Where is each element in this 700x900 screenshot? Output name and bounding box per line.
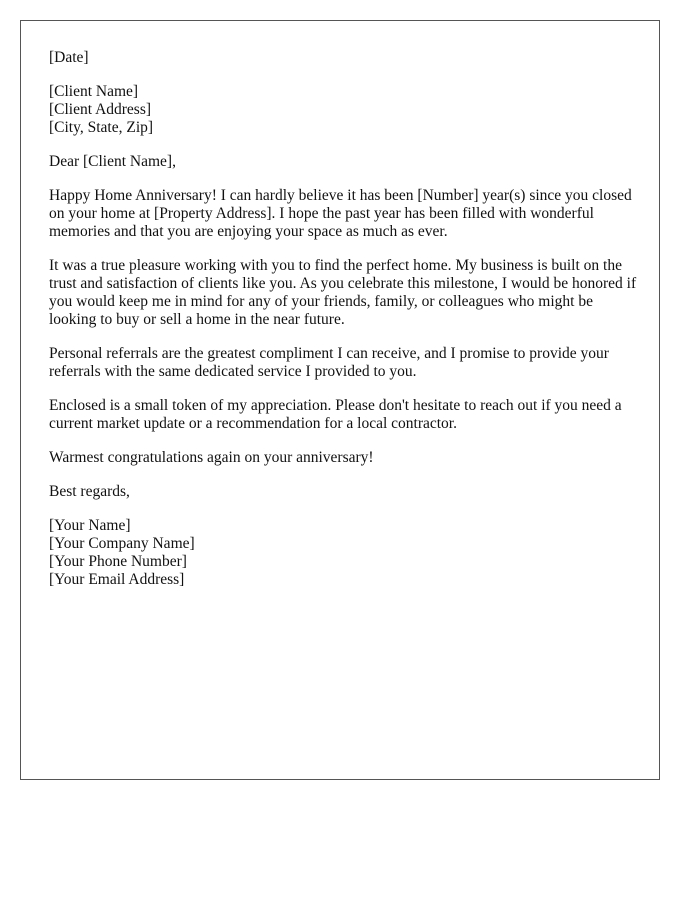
paragraph-referral-promise: Personal referrals are the greatest compliment I can receive, and I promise to provide your referrals with the same dedicated service I provided to you. <box>49 345 609 380</box>
signature-phone: [Your Phone Number] <box>49 553 187 570</box>
letter-page <box>20 20 660 780</box>
recipient-name: [Client Name] <box>49 83 139 100</box>
signature-block <box>49 517 639 589</box>
letter-body <box>49 49 639 605</box>
signature-email: [Your Email Address] <box>49 571 185 588</box>
salutation <box>49 153 639 171</box>
signature-company: [Your Company Name] <box>49 535 195 552</box>
paragraph-anniversary: Happy Home Anniversary! I can hardly believe it has been [Number] year(s) since you closed on your home at [Property Address]. I hope the past year has been filled with wonderful memories and that you are enjoying your space as much as ever. <box>49 187 632 240</box>
recipient-address-block <box>49 83 639 137</box>
recipient-city-state-zip: [City, State, Zip] <box>49 119 154 136</box>
date-line <box>49 49 639 67</box>
letter-date: [Date] <box>49 49 89 66</box>
closing-text: Best regards, <box>49 483 130 500</box>
paragraph-enclosure: Enclosed is a small token of my appreciation. Please don't hesitate to reach out if you need a current market update or a recommendation for a local contractor. <box>49 397 622 432</box>
recipient-address: [Client Address] <box>49 101 152 118</box>
paragraph-referral-request: It was a true pleasure working with you to find the perfect home. My business is built on the trust and satisfaction of clients like you. As you celebrate this milestone, I would be honored if you would keep me in mind for any of your friends, family, or colleagues who might be looking to buy or sell a home in the near future. <box>49 257 637 328</box>
closing <box>49 483 639 501</box>
paragraph-congratulations: Warmest congratulations again on your anniversary! <box>49 449 374 466</box>
signature-name: [Your Name] <box>49 517 131 534</box>
salutation-text: Dear [Client Name], <box>49 153 176 170</box>
